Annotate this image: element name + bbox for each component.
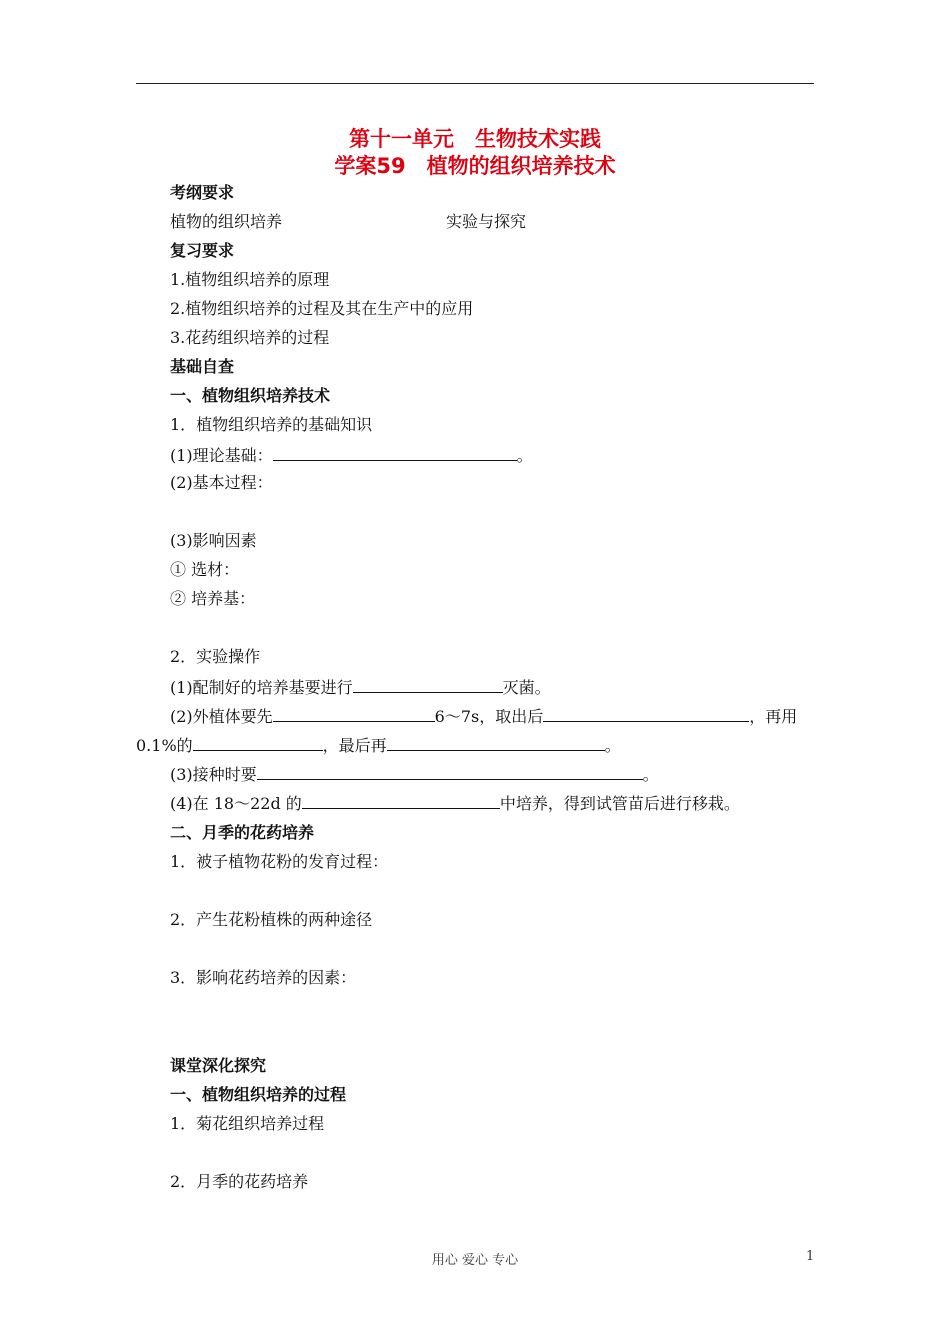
operation-2-cont-mid: ，最后再 bbox=[322, 736, 387, 755]
operation-2-pre: (2)外植体要先 bbox=[170, 707, 273, 726]
operation-1-post: 灭菌。 bbox=[502, 678, 551, 697]
operation-1 bbox=[170, 676, 551, 698]
operation-2-post: ，再用 bbox=[749, 707, 798, 726]
question-1b: (2)基本过程： bbox=[170, 473, 273, 492]
footer-motto: 用心 爱心 专心 bbox=[431, 1253, 519, 1268]
header-rule bbox=[136, 83, 814, 84]
operation-4 bbox=[170, 792, 740, 814]
operation-3-post: 。 bbox=[642, 765, 659, 784]
operation-4-pre: (4)在 18～22d 的 bbox=[170, 794, 302, 813]
question-1c: (3)影响因素 bbox=[170, 531, 257, 550]
answer-blank bbox=[273, 705, 435, 722]
operation-2-cont-post: 。 bbox=[604, 736, 621, 755]
page-number: 1 bbox=[806, 1249, 815, 1264]
answer-blank bbox=[193, 734, 323, 751]
section-heading-ketang: 课堂深化探究 bbox=[170, 1056, 267, 1075]
operation-3 bbox=[170, 763, 659, 785]
operation-2-mid: 6～7s，取出后 bbox=[434, 707, 544, 726]
answer-blank bbox=[543, 705, 749, 722]
answer-blank bbox=[302, 792, 500, 809]
question-1c-1: ① 选材： bbox=[170, 560, 240, 579]
question-1a-label: (1)理论基础： bbox=[170, 446, 273, 465]
operation-2 bbox=[170, 705, 797, 727]
fuxi-item-2: 2.植物组织培养的过程及其在生产中的应用 bbox=[170, 299, 474, 318]
sec3-question-2: 2．月季的花药培养 bbox=[170, 1172, 309, 1191]
kaogang-item: 植物的组织培养 bbox=[170, 212, 283, 231]
sec3-question-1: 1．菊花组织培养过程 bbox=[170, 1114, 325, 1133]
operation-1-pre: (1)配制好的培养基要进行 bbox=[170, 678, 353, 697]
operation-2-cont bbox=[136, 734, 621, 756]
operation-2-cont-pre: 0.1%的 bbox=[136, 736, 193, 755]
sec2-question-1: 1．被子植物花粉的发育过程： bbox=[170, 852, 389, 871]
fuxi-item-3: 3.花药组织培养的过程 bbox=[170, 328, 330, 347]
fuxi-item-1: 1.植物组织培养的原理 bbox=[170, 270, 330, 289]
answer-blank bbox=[387, 734, 605, 751]
question-1a-end: 。 bbox=[516, 446, 533, 465]
operation-3-pre: (3)接种时要 bbox=[170, 765, 257, 784]
section-heading-1: 一、植物组织培养技术 bbox=[170, 386, 331, 405]
question-1: 1．植物组织培养的基础知识 bbox=[170, 415, 373, 434]
answer-blank bbox=[353, 676, 503, 693]
answer-blank bbox=[257, 763, 643, 780]
section-heading-kaogang: 考纲要求 bbox=[170, 183, 235, 202]
section-heading-jichu: 基础自查 bbox=[170, 357, 235, 376]
section-heading-2: 二、月季的花药培养 bbox=[170, 823, 315, 842]
doc-title-line1: 第十一单元 生物技术实践 bbox=[349, 127, 601, 151]
answer-blank bbox=[273, 444, 517, 461]
sec2-question-2: 2．产生花粉植株的两种途径 bbox=[170, 910, 373, 929]
question-1c-2: ② 培养基： bbox=[170, 589, 256, 608]
section-heading-fuxi: 复习要求 bbox=[170, 241, 235, 260]
operation-4-post: 中培养，得到试管苗后进行移栽。 bbox=[499, 794, 740, 813]
sec2-question-3: 3．影响花药培养的因素： bbox=[170, 968, 357, 987]
question-1a bbox=[170, 444, 533, 466]
question-2: 2．实验操作 bbox=[170, 647, 261, 666]
section-heading-3: 一、植物组织培养的过程 bbox=[170, 1085, 347, 1104]
kaogang-level: 实验与探究 bbox=[446, 212, 527, 231]
doc-title-line2: 学案59 植物的组织培养技术 bbox=[334, 154, 616, 178]
